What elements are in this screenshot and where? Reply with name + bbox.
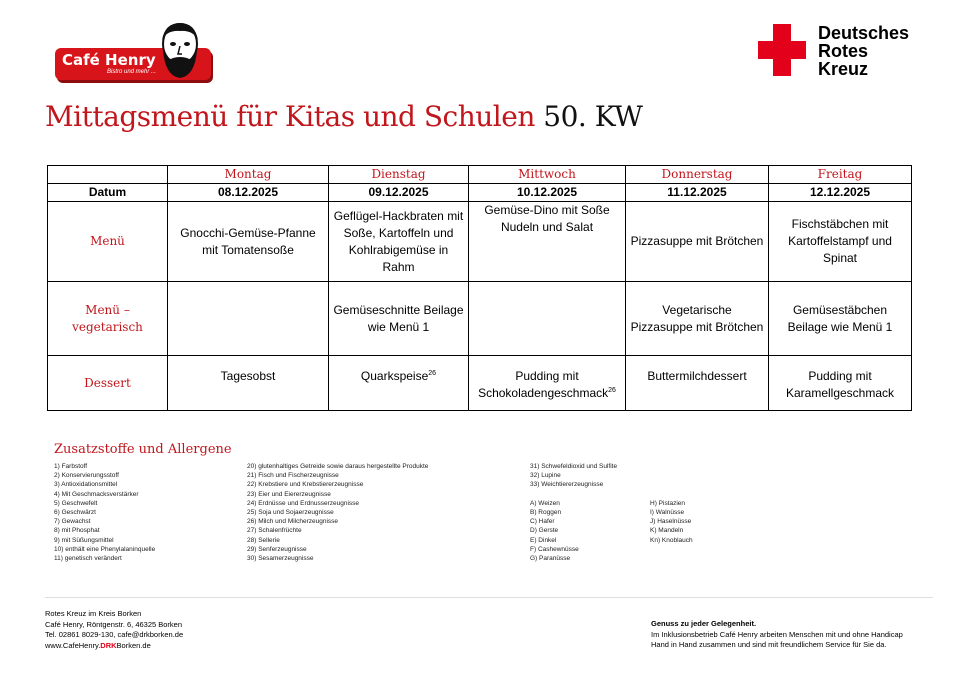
allergen-list-3 — [530, 462, 617, 563]
drk-line-1: Deutsches — [818, 23, 910, 43]
allergen-spacer — [530, 490, 617, 499]
dessert-text: Pudding mit Karamellgeschmack — [785, 369, 895, 400]
allergen-item: 22) Krebstiere und Krebstiererzeugnisse — [247, 481, 364, 489]
corner-cell — [48, 166, 168, 184]
allergen-ref: 26 — [428, 370, 437, 377]
allergen-item: 5) Geschwefelt — [54, 499, 98, 507]
footer-divider — [45, 597, 933, 598]
date-row — [48, 184, 912, 202]
website-drk: DRK — [100, 640, 117, 650]
allergen-item: J) Haselnüsse — [650, 518, 692, 526]
cafe-tagline: Bistro und mehr ... — [107, 69, 157, 75]
date-monday: 08.12.2025 — [168, 184, 329, 202]
allergen-item: G) Paranüsse — [530, 554, 571, 562]
allergen-item: 1) Farbstoff — [54, 463, 88, 470]
dessert-tuesday — [329, 356, 469, 411]
drk-wordmark — [818, 24, 909, 78]
allergen-item: 33) Weichtiererzeugnisse — [530, 481, 604, 489]
title-main: Mittagsmenü für Kitas und Schulen — [45, 100, 535, 133]
website-part: Borken.de — [116, 640, 151, 650]
day-friday: Freitag — [769, 166, 912, 184]
menu-tuesday: Geflügel-Hackbraten mit Soße, Kartoffeln und Kohlrabigemüse in Rahm — [329, 202, 469, 282]
website-part: www.CafeHenry. — [45, 640, 101, 650]
allergen-item: 10) enthält eine Phenylalaninquelle — [54, 545, 156, 553]
footer-slogan: Genuss zu jeder Gelegenheit. — [651, 619, 757, 628]
allergen-item: 4) Mit Geschmacksverstärker — [54, 490, 139, 498]
dessert-monday — [168, 356, 329, 411]
allergen-item: 2) Konservierungsstoff — [54, 472, 119, 480]
allergen-list-2 — [247, 462, 428, 563]
allergen-item: 26) Milch und Milcherzeugnisse — [247, 518, 339, 526]
menu-label: Menü — [48, 202, 168, 282]
allergen-item: 27) Schalenfrüchte — [247, 527, 302, 535]
dessert-text: Pudding mit Schokoladengeschmack — [478, 369, 609, 400]
date-tuesday: 09.12.2025 — [329, 184, 469, 202]
allergen-item: 31) Schwefeldioxid und Sulfite — [530, 463, 618, 470]
henry-portrait-icon — [149, 20, 211, 82]
drk-line-2: Rotes — [818, 41, 869, 61]
cafe-henry-logo — [55, 20, 215, 82]
allergen-item: 23) Eier und Eiererzeugnisse — [247, 490, 331, 498]
date-label: Datum — [48, 184, 168, 202]
allergen-item: 20) glutenhaltiges Getreide sowie daraus hergestellte Produkte — [247, 463, 429, 470]
allergen-item: Kn) Knoblauch — [650, 536, 693, 544]
allergen-title: Zusatzstoffe und Allergene — [54, 442, 232, 457]
allergen-item: 28) Sellerie — [247, 536, 280, 544]
dessert-text: Buttermilchdessert — [647, 369, 747, 383]
title-week: 50. KW — [543, 100, 643, 133]
vegetarian-label: Menü – vegetarisch — [48, 282, 168, 356]
dessert-text: Quarkspeise — [360, 369, 429, 383]
date-thursday: 11.12.2025 — [626, 184, 769, 202]
dessert-row — [48, 356, 912, 411]
dessert-wednesday — [469, 356, 626, 411]
veg-thursday: Vegetarische Pizzasuppe mit Brötchen — [626, 282, 769, 356]
footer-text-1: Im Inklusionsbetrieb Café Henry arbeiten Menschen mit und ohne Handicap — [651, 629, 903, 639]
allergen-item: H) Pistazien — [650, 499, 686, 507]
page-title — [45, 100, 642, 133]
allergen-item: A) Weizen — [530, 499, 560, 507]
drk-line-3: Kreuz — [818, 59, 869, 79]
allergen-item: E) Dinkel — [530, 536, 557, 544]
allergen-ref: 26 — [608, 387, 616, 394]
allergen-item: K) Mandeln — [650, 527, 684, 535]
menu-row — [48, 202, 912, 282]
allergen-item: 7) Gewachst — [54, 518, 91, 526]
allergen-item: 6) Geschwärzt — [54, 508, 96, 516]
allergen-item: 3) Antioxidationsmittel — [54, 481, 118, 489]
allergen-item: 8) mit Phosphat — [54, 527, 100, 535]
day-thursday: Donnerstag — [626, 166, 769, 184]
allergen-item: 25) Soja und Sojaerzeugnisse — [247, 508, 334, 516]
cafe-name: Café Henry — [62, 51, 156, 69]
allergen-item: 29) Senferzeugnisse — [247, 545, 307, 553]
allergen-item: 9) mit Süßungsmittel — [54, 536, 114, 544]
allergen-item: 24) Erdnüsse und Erdnusserzeugnisse — [247, 499, 360, 507]
menu-table — [47, 165, 912, 411]
allergen-list-4 — [650, 499, 693, 545]
day-monday: Montag — [168, 166, 329, 184]
footer-slogan-block — [651, 619, 903, 651]
footer-text-2: Hand in Hand zusammen und sind mit freundlichem Service für Sie da. — [651, 640, 887, 650]
veg-wednesday — [469, 282, 626, 356]
red-cross-bar — [758, 41, 806, 59]
menu-monday: Gnocchi-Gemüse-Pfanne mit Tomatensoße — [168, 202, 329, 282]
allergen-item: 11) genetisch verändert — [54, 554, 122, 562]
drk-logo — [758, 24, 923, 80]
allergen-list-1 — [54, 462, 155, 563]
veg-monday — [168, 282, 329, 356]
day-tuesday: Dienstag — [329, 166, 469, 184]
dessert-label: Dessert — [48, 356, 168, 411]
allergen-item: 21) Fisch und Fischerzeugnisse — [247, 472, 339, 480]
allergen-item: I) Walnüsse — [650, 508, 685, 516]
footer-contact — [45, 609, 183, 651]
dessert-text: Tagesobst — [220, 369, 276, 383]
allergen-item: D) Gerste — [530, 527, 559, 535]
day-wednesday: Mittwoch — [469, 166, 626, 184]
allergen-item: F) Cashewnüsse — [530, 545, 579, 553]
dessert-friday — [769, 356, 912, 411]
footer-org: Rotes Kreuz im Kreis Borken — [45, 609, 142, 618]
allergen-item: 30) Sesamerzeugnisse — [247, 554, 314, 562]
date-wednesday: 10.12.2025 — [469, 184, 626, 202]
footer-address: Café Henry, Röntgenstr. 6, 46325 Borken — [45, 619, 183, 629]
dessert-thursday — [626, 356, 769, 411]
date-friday: 12.12.2025 — [769, 184, 912, 202]
allergen-item: C) Hafer — [530, 518, 555, 526]
menu-thursday: Pizzasuppe mit Brötchen — [626, 202, 769, 282]
veg-friday: Gemüsestäbchen Beilage wie Menü 1 — [769, 282, 912, 356]
allergen-item: 32) Lupine — [530, 472, 561, 480]
menu-friday: Fischstäbchen mit Kartoffelstampf und Spinat — [769, 202, 912, 282]
day-header-row — [48, 166, 912, 184]
menu-wednesday: Gemüse-Dino mit Soße Nudeln und Salat — [469, 202, 626, 282]
vegetarian-row — [48, 282, 912, 356]
footer-phone-email: Tel. 02861 8029-130, cafe@drkborken.de — [45, 630, 184, 640]
veg-tuesday: Gemüseschnitte Beilage wie Menü 1 — [329, 282, 469, 356]
allergen-item: B) Roggen — [530, 508, 562, 516]
footer-website[interactable] — [45, 641, 183, 652]
